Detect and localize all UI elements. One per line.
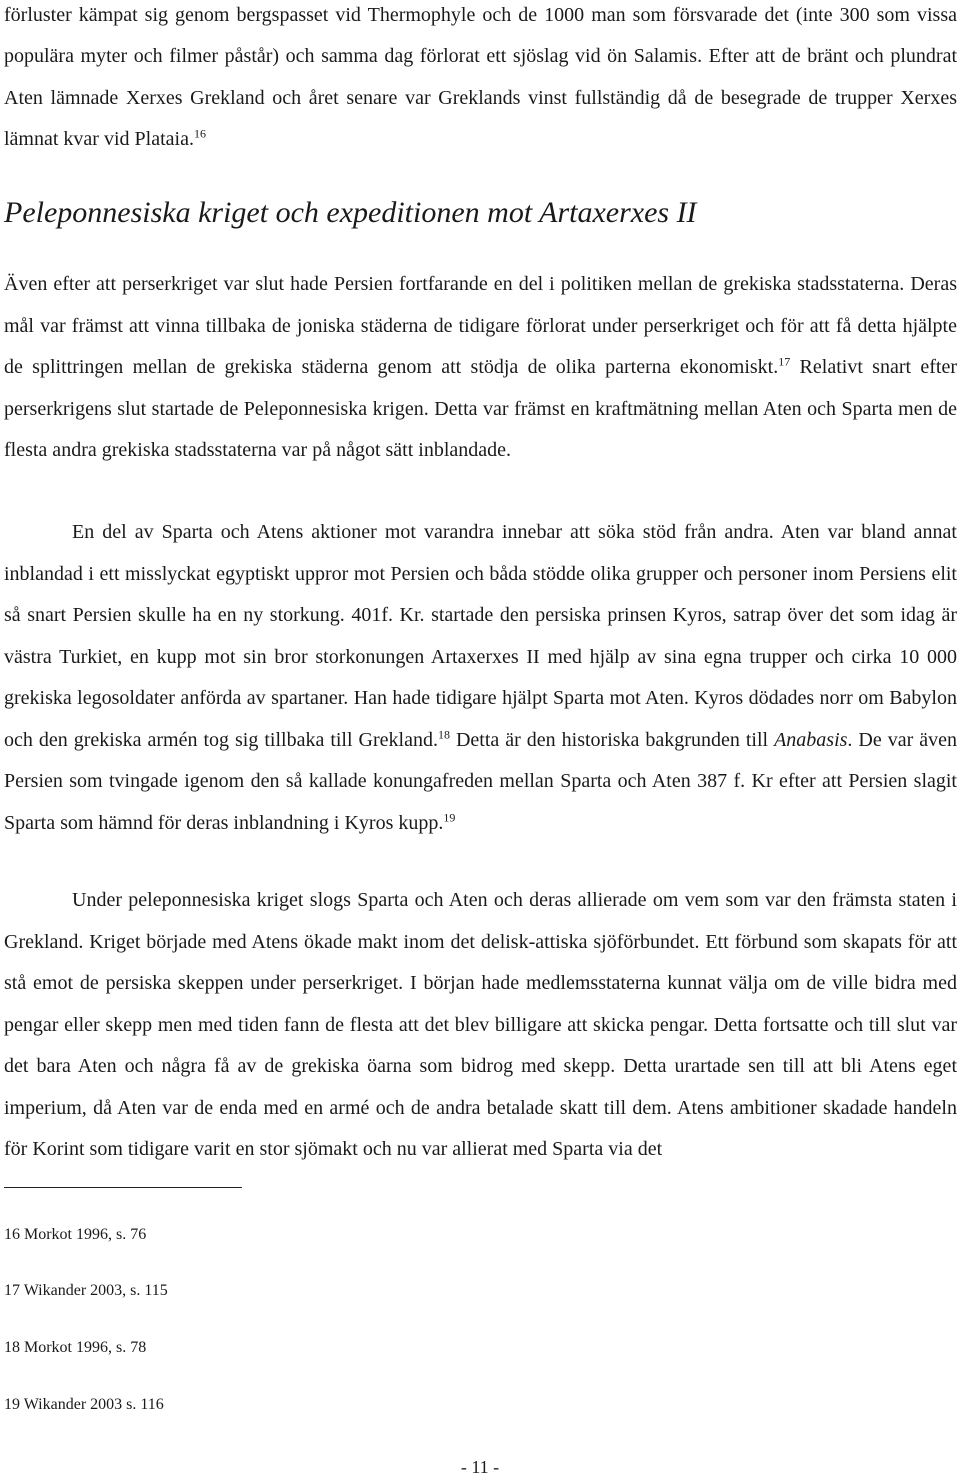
book-title: Anabasis [774,728,848,751]
paragraph-text: Detta är den historiska bakgrunden till [449,728,775,751]
footnote: 16 Morkot 1996, s. 76 [4,1226,147,1243]
body-paragraph: Under peleponnesiska kriget slogs Sparta och Aten och deras allierade om vem som var den främsta staten i Grekland. Kriget började med Atens ökade makt inom det delisk-attiska sjöförbundet. Ett förbund som skapats för att stå emot de persiska skeppen under perserkriget. I början hade medlemsstaterna kunnat välja om de ville bidra med pengar eller skepp men med tiden fann de flesta att det blev billigare att skicka pengar. Detta fortsatte och till slut var det bara Aten och några få av de grekiska öarna som bidrog med skepp. Detta urartade sen till att bli Atens eget imperium, då Aten var de enda med en armé och de andra betalade skatt till dem. Atens ambitioner skadade handeln för Korint som tidigare varit en stor sjömakt och nu var allierat med Sparta via det [4,889,957,1160]
paragraph-text: En del av Sparta och Atens aktioner mot varandra innebar att söka stöd från andra. Aten var bland annat inblandad i ett misslyckat egyptiskt uppror mot Persien och båda stödde olika grupper och personer inom Persiens elit så snart Persien skulle ha en ny storkung. 401f. Kr. startade den persiska prinsen Kyros, satrap över det som idag är västra Turkiet, en kupp mot sin bror storkonungen Artaxerxes II med hjälp av sina egna trupper och cirka 10 000 grekiska legosoldater anförda av spartaner. Han hade tidigare hjälpt Sparta mot Aten. Kyros dödades norr om Babylon och den grekiska armén tog sig tillbaka till Grekland. [4,521,957,751]
footnote-ref: 17 [778,354,791,369]
paragraph-text: Även efter att perserkriget var slut hade Persien fortfarande en del i politiken mellan de grekiska stadsstaterna. Deras mål var främst att vinna tillbaka de joniska städerna de tidigare förlorat under perserkriget och för att få detta hjälpte de splittringen mellan de grekiska städerna genom att stödja de olika parterna ekonomiskt. [4,273,957,378]
footnote: 19 Wikander 2003 s. 116 [4,1396,164,1413]
body-paragraph [4,0,957,160]
body-paragraph [4,512,957,844]
section-heading: Peleponnesiska kriget och expeditionen mot Artaxerxes II [4,196,697,229]
page-number: - 11 - [460,1457,500,1477]
body-paragraph [4,264,957,472]
footnote-ref: 16 [193,126,206,141]
footnote-ref: 19 [443,809,456,824]
paragraph-text: förluster kämpat sig genom bergspasset vid Thermophyle och de 1000 man som försvarade det (inte 300 som vissa populära myter och filmer påstår) och samma dag förlorat ett sjöslag vid ön Salamis. Efter att de bränt och plundrat Aten lämnade Xerxes Grekland och året senare var Greklands vinst fullständig då de besegrade de trupper Xerxes lämnat kvar vid Plataia. [4,4,957,150]
footnote: 17 Wikander 2003, s. 115 [4,1282,168,1299]
paragraph-text: . De var även Persien som tvingade igenom den så kallade konungafreden mellan Sparta och Aten 387 f. Kr efter att Persien slagit Sparta som hämnd för deras inblandning i Kyros kupp. [4,728,957,834]
footnote-ref: 18 [437,726,450,741]
paragraph-text: Relativt snart efter perserkrigens slut startade de Peleponnesiska krigen. Detta var främst en kraftmätning mellan Aten och Sparta men de flesta andra grekiska stadsstaterna var på något sätt inblandade. [4,356,957,461]
footnote: 18 Morkot 1996, s. 78 [4,1339,147,1356]
footnote-separator [4,1187,242,1188]
